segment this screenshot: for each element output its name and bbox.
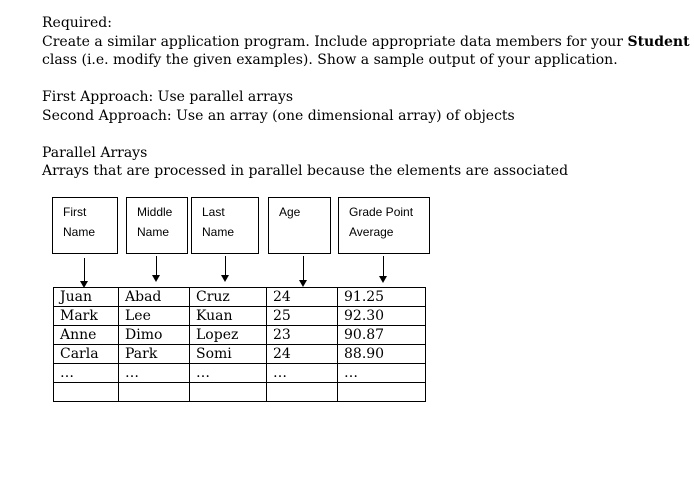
- middle-name-cell: …: [119, 364, 190, 383]
- gpa-cell: 90.87: [338, 326, 426, 345]
- age-cell: 25: [267, 307, 338, 326]
- box-label-line-1: Middle: [137, 205, 173, 219]
- instruction-text: Create a similar application program. Include appropriate data members for your: [42, 34, 628, 50]
- first-approach: First Approach: Use parallel arrays: [42, 89, 294, 105]
- table-row: [54, 345, 426, 364]
- required-label: Required:: [42, 15, 112, 31]
- middle-name-cell: Park: [119, 345, 190, 364]
- middle-name-cell: Lee: [119, 307, 190, 326]
- table-row: [54, 307, 426, 326]
- last-name-cell: Kuan: [190, 307, 267, 326]
- box-label-line-1: First: [63, 205, 87, 219]
- table-row: [54, 383, 426, 402]
- array-label-age: [268, 197, 331, 254]
- last-name-cell: Somi: [190, 345, 267, 364]
- array-label-gpa: [338, 197, 430, 254]
- array-label-middle-name: [126, 197, 188, 254]
- box-label-line-2: Average: [349, 225, 394, 239]
- first-name-cell: Anne: [54, 326, 119, 345]
- age-cell: …: [267, 364, 338, 383]
- middle-name-cell: [119, 383, 190, 402]
- student-class-name: Student: [627, 34, 690, 50]
- first-name-cell: Juan: [54, 288, 119, 307]
- box-label-line-1: Last: [202, 205, 225, 219]
- box-label-line-1: Grade Point: [349, 205, 414, 219]
- first-name-cell: Mark: [54, 307, 119, 326]
- box-label-line-2: Name: [63, 225, 96, 239]
- array-label-first-name: [52, 197, 118, 254]
- middle-name-cell: Abad: [119, 288, 190, 307]
- last-name-cell: [190, 383, 267, 402]
- table-row: [54, 364, 426, 383]
- table-row: [54, 326, 426, 345]
- gpa-cell: 88.90: [338, 345, 426, 364]
- gpa-cell: 92.30: [338, 307, 426, 326]
- box-label-line-2: Name: [137, 225, 170, 239]
- age-cell: 24: [267, 345, 338, 364]
- last-name-cell: Cruz: [190, 288, 267, 307]
- second-approach: Second Approach: Use an array (one dimensional array) of objects: [42, 108, 515, 124]
- age-cell: 24: [267, 288, 338, 307]
- instruction-line-1: [42, 33, 690, 51]
- parallel-arrays-table: [53, 287, 426, 402]
- array-label-last-name: [191, 197, 259, 254]
- gpa-cell: 91.25: [338, 288, 426, 307]
- first-name-cell: [54, 383, 119, 402]
- last-name-cell: Lopez: [190, 326, 267, 345]
- box-label-line-2: Name: [202, 225, 235, 239]
- parallel-arrays-heading: Parallel Arrays: [42, 145, 148, 161]
- gpa-cell: [338, 383, 426, 402]
- middle-name-cell: Dimo: [119, 326, 190, 345]
- instruction-line-2: class (i.e. modify the given examples). Show a sample output of your application.: [42, 52, 618, 68]
- last-name-cell: …: [190, 364, 267, 383]
- first-name-cell: …: [54, 364, 119, 383]
- gpa-cell: …: [338, 364, 426, 383]
- parallel-arrays-description: Arrays that are processed in parallel because the elements are associated: [42, 163, 569, 179]
- box-label-line-1: Age: [279, 205, 301, 219]
- age-cell: [267, 383, 338, 402]
- age-cell: 23: [267, 326, 338, 345]
- table-row: [54, 288, 426, 307]
- first-name-cell: Carla: [54, 345, 119, 364]
